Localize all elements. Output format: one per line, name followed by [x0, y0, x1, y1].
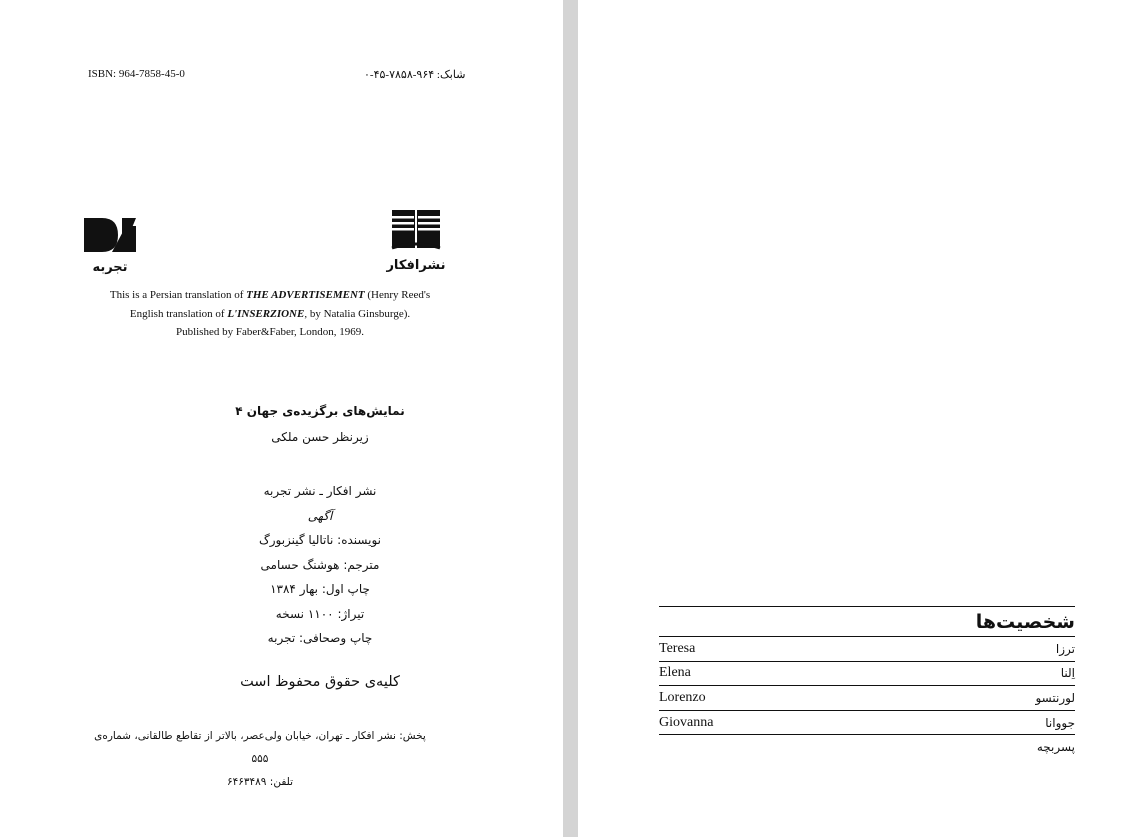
translation-credit: [60, 286, 480, 342]
cast-name-fa: پسربچه: [1036, 740, 1075, 755]
tajrobe-logo-label: تجربه: [92, 260, 128, 275]
info-publishers: نشر افکار ـ نشر تجربه: [263, 484, 377, 498]
cast-heading: شخصیت‌ها: [659, 607, 1075, 637]
info-printer: چاپ وصحافی: تجربه: [267, 631, 373, 645]
page-gutter: [563, 0, 578, 837]
isbn-persian: شابک: ۹۶۴-۷۸۵۸-۴۵-۰: [364, 69, 466, 81]
credit-line-2-prefix: English translation of: [129, 307, 228, 320]
cast-row: [659, 735, 1075, 759]
info-translator: مترجم: هوشنگ حسامی: [260, 557, 380, 572]
credit-line-2: [60, 305, 480, 324]
series-title: نمایش‌های برگزیده‌ی جهان ۴: [235, 404, 405, 418]
isbn-english: ISBN: 964-7858-45-0: [88, 68, 185, 80]
publication-info: [150, 479, 490, 651]
afkar-book-logo-icon: [388, 208, 444, 252]
info-edition: چاپ اول: بهار ۱۳۸۴: [270, 582, 370, 596]
cast-row: [659, 711, 1075, 736]
credit-line-2-suffix: , by Natalia Ginsburge).: [304, 307, 411, 320]
distribution-info: [90, 725, 430, 794]
cast-row: [659, 662, 1075, 687]
afkar-logo-label: نشرافکار: [386, 258, 446, 273]
cast-name-fa: ترزا: [1055, 641, 1075, 656]
cast-row: [659, 637, 1075, 662]
rights-notice: کلیه‌ی حقوق محفوظ است: [240, 674, 400, 690]
left-page: [0, 0, 563, 837]
cast-list: [659, 606, 1075, 759]
credit-original-title: L'INSERZIONE: [227, 307, 305, 320]
series-editor: زیرنظر حسن ملکی: [271, 430, 369, 444]
cast-name-fa: اِلنا: [1060, 666, 1075, 681]
info-print-run: تیراژ: ۱۱۰۰ نسخه: [275, 606, 365, 621]
tajrobe-logo: [80, 216, 140, 275]
credit-line-3: Published by Faber&Faber, London, 1969.: [175, 326, 365, 338]
cast-row: [659, 686, 1075, 711]
cast-name-en: Teresa: [659, 640, 696, 656]
cast-name-en: Lorenzo: [659, 689, 706, 705]
credit-line-1: [60, 286, 480, 305]
info-author: نویسنده: ناتالیا گینزبورگ: [258, 533, 382, 547]
credit-title: THE ADVERTISEMENT: [246, 289, 365, 301]
info-title: آگهی: [307, 508, 333, 523]
afkar-logo: [385, 208, 447, 273]
cast-name-fa: جووانا: [1045, 715, 1075, 730]
cast-name-en: Elena: [659, 665, 691, 681]
distribution-address: پخش: نشر افکار ـ تهران، خیابان ولی‌عصر، بالاتر از تقاطع طالقانی، شماره‌ی ۵۵۵: [94, 730, 426, 765]
credit-line-1-suffix: (Henry Reed's: [364, 289, 431, 301]
cast-name-fa: لورنتسو: [1035, 690, 1075, 705]
cast-name-en: Giovanna: [659, 714, 714, 730]
distribution-phone: تلفن: ۶۴۶۳۴۸۹: [226, 776, 294, 788]
credit-line-1-prefix: This is a Persian translation of: [109, 289, 247, 301]
tajrobe-logo-mark-icon: [82, 216, 138, 254]
